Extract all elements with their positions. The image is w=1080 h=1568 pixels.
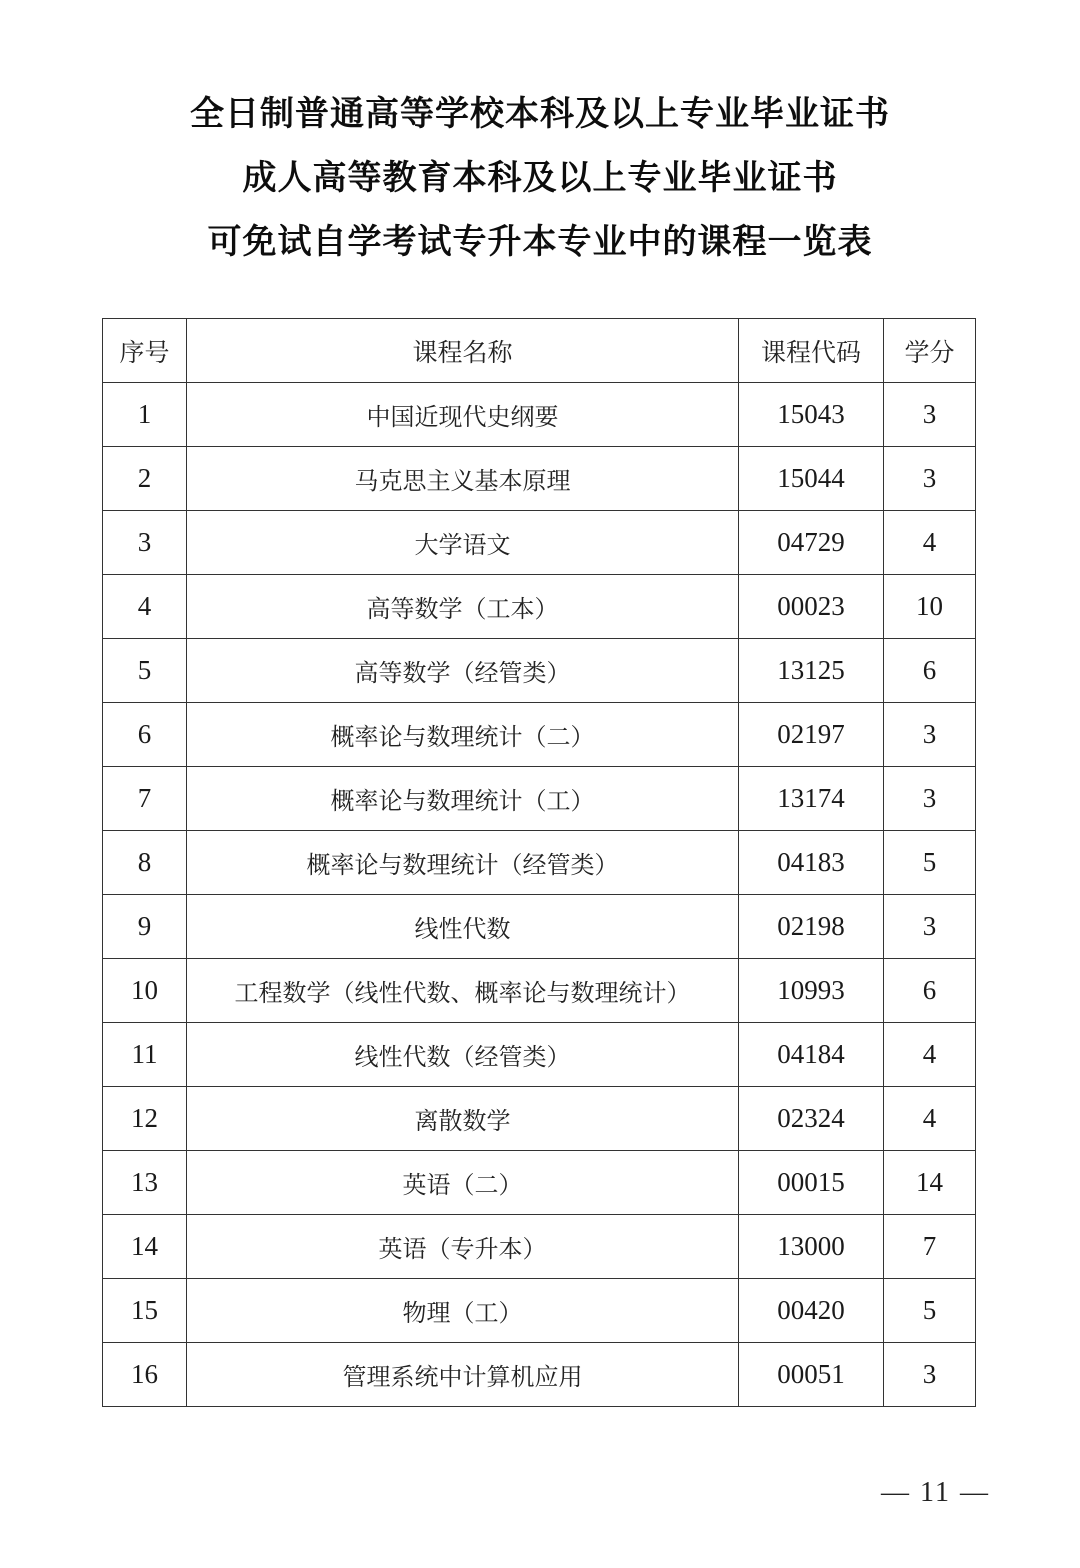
row-course-code: 00023 <box>739 575 884 639</box>
row-course-code: 13125 <box>739 639 884 703</box>
table-row <box>103 639 976 703</box>
row-course-code: 02197 <box>739 703 884 767</box>
row-course-name: 中国近现代史纲要 <box>187 383 739 447</box>
table-row <box>103 575 976 639</box>
table-row <box>103 447 976 511</box>
row-course-name: 英语（二） <box>187 1151 739 1215</box>
header-course-name: 课程名称 <box>187 319 739 383</box>
row-index: 5 <box>103 639 187 703</box>
header-credits: 学分 <box>884 319 976 383</box>
row-course-name: 线性代数 <box>187 895 739 959</box>
table-row <box>103 895 976 959</box>
table-row <box>103 959 976 1023</box>
row-course-code: 00420 <box>739 1279 884 1343</box>
row-credits: 10 <box>884 575 976 639</box>
header-index: 序号 <box>103 319 187 383</box>
row-index: 11 <box>103 1023 187 1087</box>
table-row <box>103 767 976 831</box>
table-header-row <box>103 319 976 383</box>
table-row <box>103 1215 976 1279</box>
table-row <box>103 1343 976 1407</box>
row-credits: 6 <box>884 639 976 703</box>
row-course-code: 10993 <box>739 959 884 1023</box>
table-row <box>103 511 976 575</box>
row-index: 14 <box>103 1215 187 1279</box>
row-course-code: 13000 <box>739 1215 884 1279</box>
row-course-code: 00015 <box>739 1151 884 1215</box>
page-number: — 11 — <box>881 1477 990 1508</box>
header-course-code: 课程代码 <box>739 319 884 383</box>
row-course-name: 马克思主义基本原理 <box>187 447 739 511</box>
row-course-name: 概率论与数理统计（工） <box>187 767 739 831</box>
row-credits: 6 <box>884 959 976 1023</box>
row-credits: 5 <box>884 1279 976 1343</box>
row-credits: 3 <box>884 703 976 767</box>
row-index: 13 <box>103 1151 187 1215</box>
row-credits: 3 <box>884 1343 976 1407</box>
row-course-name: 物理（工） <box>187 1279 739 1343</box>
row-index: 7 <box>103 767 187 831</box>
row-course-name: 概率论与数理统计（经管类） <box>187 831 739 895</box>
row-course-code: 04184 <box>739 1023 884 1087</box>
row-index: 9 <box>103 895 187 959</box>
row-course-code: 04183 <box>739 831 884 895</box>
table-row <box>103 831 976 895</box>
document-title <box>0 82 1080 274</box>
row-course-code: 04729 <box>739 511 884 575</box>
row-course-name: 管理系统中计算机应用 <box>187 1343 739 1407</box>
course-table <box>102 318 976 1407</box>
table-row <box>103 1023 976 1087</box>
row-credits: 4 <box>884 511 976 575</box>
row-course-code: 00051 <box>739 1343 884 1407</box>
row-index: 10 <box>103 959 187 1023</box>
row-credits: 3 <box>884 767 976 831</box>
row-credits: 4 <box>884 1023 976 1087</box>
row-credits: 3 <box>884 383 976 447</box>
row-course-name: 高等数学（经管类） <box>187 639 739 703</box>
table-body <box>103 383 976 1407</box>
row-index: 8 <box>103 831 187 895</box>
row-course-name: 英语（专升本） <box>187 1215 739 1279</box>
row-course-code: 15043 <box>739 383 884 447</box>
row-course-name: 概率论与数理统计（二） <box>187 703 739 767</box>
row-credits: 14 <box>884 1151 976 1215</box>
table-row <box>103 1279 976 1343</box>
row-credits: 4 <box>884 1087 976 1151</box>
row-index: 2 <box>103 447 187 511</box>
row-course-code: 02324 <box>739 1087 884 1151</box>
title-line-3: 可免试自学考试专升本专业中的课程一览表 <box>207 222 873 262</box>
row-credits: 5 <box>884 831 976 895</box>
row-index: 3 <box>103 511 187 575</box>
row-index: 4 <box>103 575 187 639</box>
row-credits: 7 <box>884 1215 976 1279</box>
row-index: 1 <box>103 383 187 447</box>
table-row <box>103 383 976 447</box>
row-course-name: 线性代数（经管类） <box>187 1023 739 1087</box>
row-course-name: 离散数学 <box>187 1087 739 1151</box>
row-index: 16 <box>103 1343 187 1407</box>
row-course-name: 工程数学（线性代数、概率论与数理统计） <box>187 959 739 1023</box>
row-course-code: 15044 <box>739 447 884 511</box>
title-line-2: 成人高等教育本科及以上专业毕业证书 <box>242 158 838 198</box>
row-course-name: 大学语文 <box>187 511 739 575</box>
row-course-code: 02198 <box>739 895 884 959</box>
row-credits: 3 <box>884 895 976 959</box>
row-index: 12 <box>103 1087 187 1151</box>
table-row <box>103 1151 976 1215</box>
row-course-name: 高等数学（工本） <box>187 575 739 639</box>
table-row <box>103 703 976 767</box>
title-line-1: 全日制普通高等学校本科及以上专业毕业证书 <box>190 94 890 134</box>
row-course-code: 13174 <box>739 767 884 831</box>
row-credits: 3 <box>884 447 976 511</box>
table-row <box>103 1087 976 1151</box>
row-index: 15 <box>103 1279 187 1343</box>
row-index: 6 <box>103 703 187 767</box>
